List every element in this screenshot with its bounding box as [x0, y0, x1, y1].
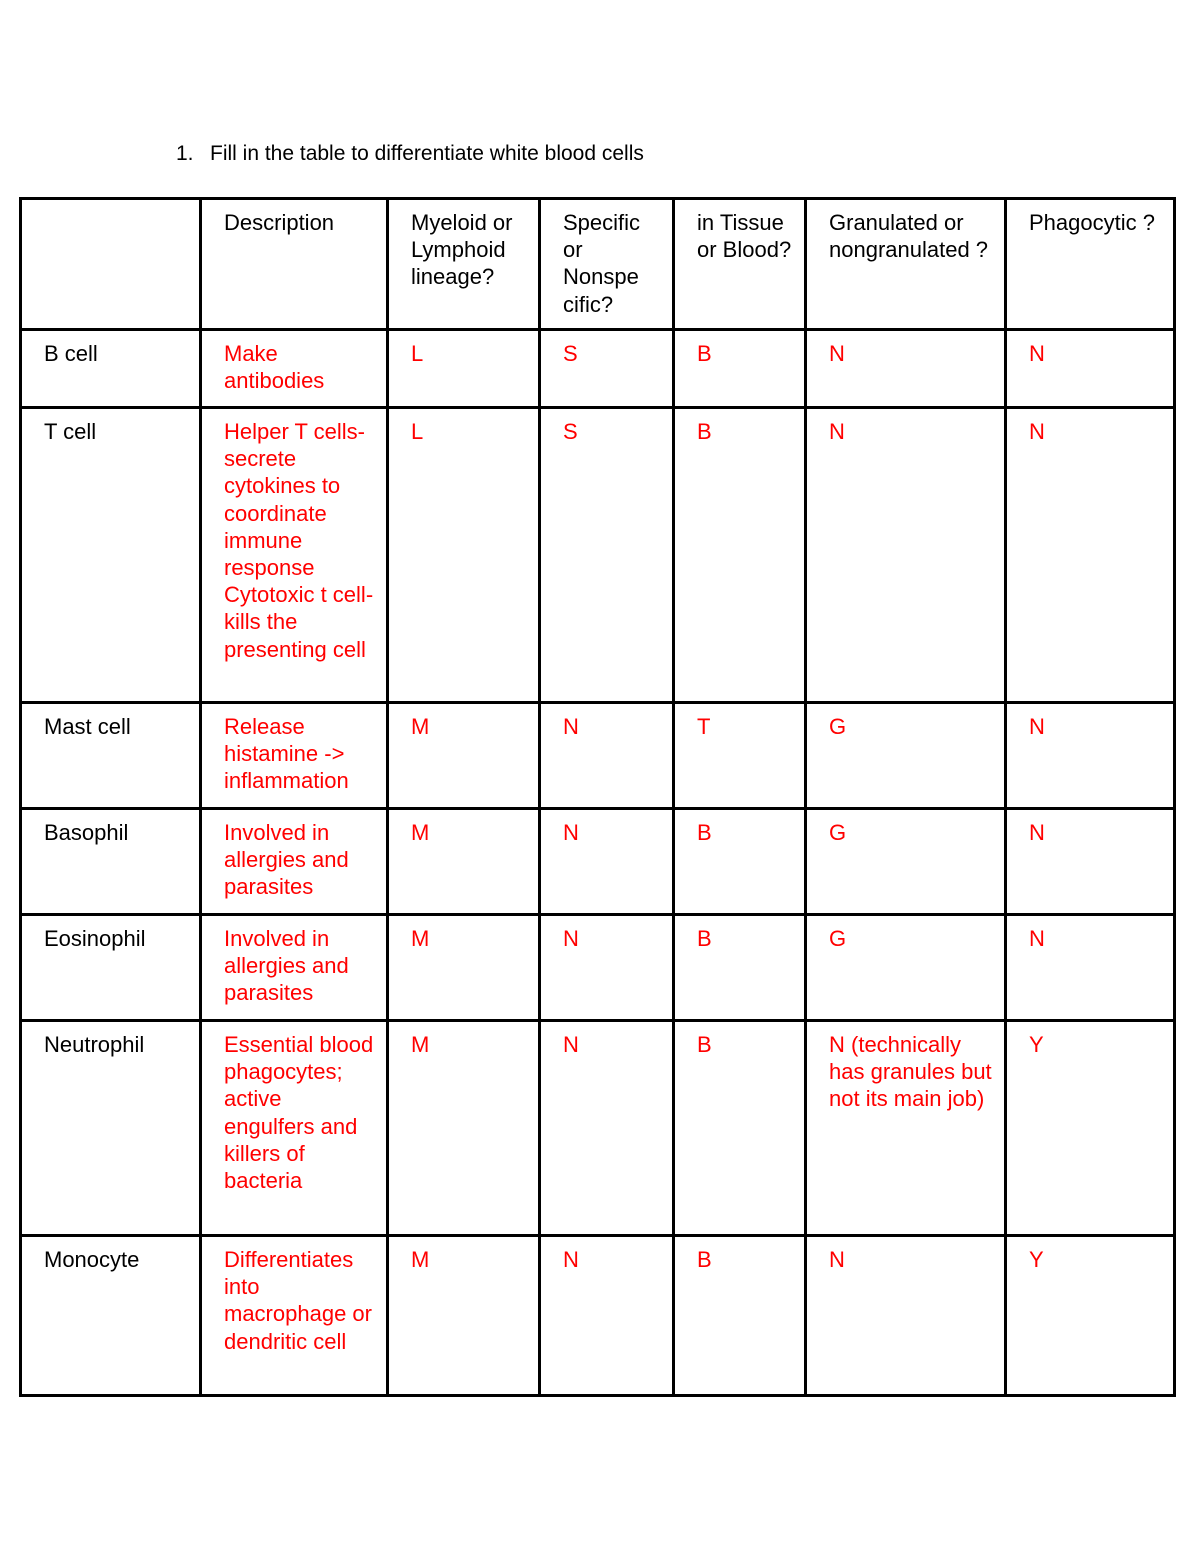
cell-specificity: N	[540, 703, 674, 809]
cell-name: Monocyte	[21, 1236, 201, 1396]
cell-description: Essential blood phagocytes; active engulfers and killers of bacteria	[201, 1021, 388, 1236]
cell-description: Involved in allergies and parasites	[201, 809, 388, 915]
cell-lineage: M	[388, 915, 540, 1021]
white-blood-cell-table	[19, 197, 1176, 1397]
cell-phagocytic: N	[1006, 809, 1175, 915]
cell-specificity: N	[540, 915, 674, 1021]
cell-specificity: S	[540, 330, 674, 408]
cell-phagocytic: N	[1006, 915, 1175, 1021]
cell-granulated: N	[806, 1236, 1006, 1396]
header-description: Description	[201, 199, 388, 330]
cell-lineage: L	[388, 408, 540, 703]
cell-specificity: N	[540, 809, 674, 915]
header-specificity: Specific or Nonspe cific?	[540, 199, 674, 330]
table-header-row	[21, 199, 1175, 330]
cell-granulated: G	[806, 703, 1006, 809]
cell-phagocytic: N	[1006, 408, 1175, 703]
cell-specificity: S	[540, 408, 674, 703]
question-text: Fill in the table to differentiate white blood cells	[210, 142, 644, 165]
cell-granulated: G	[806, 915, 1006, 1021]
header-phagocytic: Phagocytic ?	[1006, 199, 1175, 330]
cell-granulated: G	[806, 809, 1006, 915]
cell-location: B	[674, 330, 806, 408]
cell-lineage: M	[388, 703, 540, 809]
table-row	[21, 1236, 1175, 1396]
cell-location: T	[674, 703, 806, 809]
table-row	[21, 703, 1175, 809]
cell-name: Neutrophil	[21, 1021, 201, 1236]
cell-phagocytic: Y	[1006, 1236, 1175, 1396]
header-cell-blank	[21, 199, 201, 330]
cell-granulated: N	[806, 408, 1006, 703]
cell-description: Helper T cells- secrete cytokines to coordinate immune response Cytotoxic t cell- kills the presenting cell	[201, 408, 388, 703]
table-row	[21, 408, 1175, 703]
cell-name: Mast cell	[21, 703, 201, 809]
question-number: 1.	[176, 142, 194, 165]
header-location: in Tissue or Blood?	[674, 199, 806, 330]
table-row	[21, 330, 1175, 408]
cell-location: B	[674, 809, 806, 915]
cell-name: Basophil	[21, 809, 201, 915]
cell-phagocytic: N	[1006, 703, 1175, 809]
cell-granulated: N (technically has granules but not its main job)	[806, 1021, 1006, 1236]
cell-location: B	[674, 1021, 806, 1236]
table-row	[21, 915, 1175, 1021]
cell-lineage: M	[388, 809, 540, 915]
cell-description: Differentiates into macrophage or dendritic cell	[201, 1236, 388, 1396]
cell-lineage: M	[388, 1236, 540, 1396]
header-lineage: Myeloid or Lymphoid lineage?	[388, 199, 540, 330]
cell-specificity: N	[540, 1236, 674, 1396]
cell-granulated: N	[806, 330, 1006, 408]
cell-name: B cell	[21, 330, 201, 408]
cell-phagocytic: Y	[1006, 1021, 1175, 1236]
cell-name: Eosinophil	[21, 915, 201, 1021]
cell-description: Make antibodies	[201, 330, 388, 408]
table-row	[21, 809, 1175, 915]
question-prompt	[176, 141, 644, 167]
cell-phagocytic: N	[1006, 330, 1175, 408]
cell-description: Release histamine -> inflammation	[201, 703, 388, 809]
cell-location: B	[674, 408, 806, 703]
header-granulated: Granulated or nongranulated ?	[806, 199, 1006, 330]
cell-description: Involved in allergies and parasites	[201, 915, 388, 1021]
cell-lineage: M	[388, 1021, 540, 1236]
table-row	[21, 1021, 1175, 1236]
cell-specificity: N	[540, 1021, 674, 1236]
cell-lineage: L	[388, 330, 540, 408]
cell-location: B	[674, 1236, 806, 1396]
cell-name: T cell	[21, 408, 201, 703]
cell-location: B	[674, 915, 806, 1021]
